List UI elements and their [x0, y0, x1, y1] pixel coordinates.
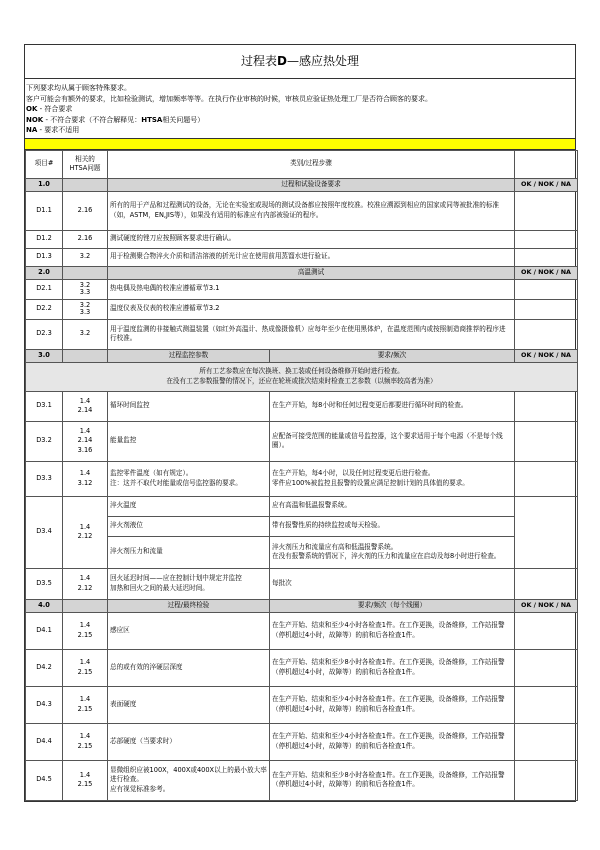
section-blank	[63, 599, 108, 612]
row-id: D1.1	[26, 191, 63, 230]
table-row	[26, 319, 578, 349]
table-row	[26, 760, 578, 800]
section-1-row	[26, 178, 578, 191]
row-ref: 1.4 2.12	[63, 496, 108, 568]
row-id: D2.1	[26, 279, 63, 299]
ok-nok-na-label: OK / NOK / NA	[515, 599, 578, 612]
row-ref: 2.16	[63, 230, 108, 248]
status-cell[interactable]	[515, 649, 578, 686]
row-text: 热电偶及热电偶的校准应遵循章节3.1	[108, 279, 515, 299]
row-ref: 3.2 3.3	[63, 299, 108, 319]
section-num: 1.0	[26, 178, 63, 191]
row-item: 回火延迟时间——应在控制计划中规定并监控 加热和回火之间的最大延迟时间。	[108, 568, 270, 599]
row-item: 显微组织应被100X，400X或400X以上的最小放大率进行检查。 应有视觉标准参考。	[108, 760, 270, 800]
ok-nok-na-label: OK / NOK / NA	[515, 178, 578, 191]
note-line-1: 所有工艺参数应在每次换班、换工装或任何设备维修开始时进行检查。	[199, 367, 404, 375]
process-table-sheet	[24, 44, 576, 802]
page-title	[25, 45, 575, 79]
row-ref: 1.4 2.14 3.16	[63, 421, 108, 461]
table-row	[26, 568, 578, 599]
row-requirement: 应配备可接受范围的能量或信号监控器，这个要求适用于每个电源（不是每个线圈）。	[270, 421, 515, 461]
row-requirement: 淬火剂压力和流量应有高和低温报警系统。 在没有报警系统的情况下，淬火剂的压力和流量应在启动及每8小时进行检查。	[270, 536, 515, 568]
legend-ok-text: - 符合要求	[37, 105, 73, 113]
row-ref: 3.2 3.3	[63, 279, 108, 299]
row-ref: 1.4 2.15	[63, 760, 108, 800]
status-cell[interactable]	[515, 421, 578, 461]
row-text: 温度仪表及仪表的校准应遵循章节3.2	[108, 299, 515, 319]
ok-nok-na-label: OK / NOK / NA	[515, 349, 578, 362]
table-row	[26, 248, 578, 266]
row-ref: 1.4 2.15	[63, 723, 108, 760]
status-cell[interactable]	[515, 299, 578, 319]
intro-line-2: 客户可能会有额外的要求，比如检验测试，增加频率等等。在执行作业审核的时候，审核员应验证热处理工厂是否符合顾客的要求。	[26, 94, 432, 103]
table-row	[26, 299, 578, 319]
row-text: 用于检测聚合物淬火介质和清洁溶液的折光计应在使用前用蒸馏水进行验证。	[108, 248, 515, 266]
row-item: 能量监控	[108, 421, 270, 461]
row-item: 淬火剂液位	[108, 516, 270, 536]
row-id: D2.3	[26, 319, 63, 349]
row-requirement: 在生产开始、结束和至少8小时各检查1件。在工作更换，设备维修，工作站报警（停机超过4小时，故障等）的前和后各检查1件。	[270, 649, 515, 686]
row-requirement: 在生产开始、结束和至少4小时各检查1件。在工作更换，设备维修，工作站报警（停机超过4小时，故障等）的前和后各检查1件。	[270, 723, 515, 760]
row-id: D2.2	[26, 299, 63, 319]
status-cell[interactable]	[515, 230, 578, 248]
legend-nok	[26, 115, 574, 126]
row-ref: 1.4 3.12	[63, 461, 108, 496]
table-row	[26, 723, 578, 760]
section-blank	[63, 349, 108, 362]
legend-nok-text-2: 相关问题号）	[162, 115, 205, 124]
status-cell[interactable]	[515, 496, 578, 568]
row-ref: 3.2	[63, 319, 108, 349]
row-id: D3.2	[26, 421, 63, 461]
title-suffix: —感应热处理	[286, 54, 359, 68]
row-ref: 1.4 2.14	[63, 391, 108, 421]
section-label-2: 要求/频次（每个线圈）	[270, 599, 515, 612]
status-cell[interactable]	[515, 612, 578, 649]
table-row	[26, 191, 578, 230]
requirements-table	[25, 150, 578, 801]
ok-nok-na-label: OK / NOK / NA	[515, 266, 578, 279]
row-id: D1.3	[26, 248, 63, 266]
row-text: 测试硬度的锉刀应按照顾客要求进行确认。	[108, 230, 515, 248]
header-blank	[515, 150, 578, 178]
row-item: 感应区	[108, 612, 270, 649]
section-label: 过程/最终检验	[108, 599, 270, 612]
row-id: D3.4	[26, 496, 63, 568]
row-text: 所有的用于产品和过程测试的设备，无论在实验室或现场的测试设备都应按照年度校准。校准应溯源到相应的国家或同等被批准的标准（如，ASTM，EN,JIS等），如果没有适用的标准应有内部被验证的程序。	[108, 191, 515, 230]
row-requirement: 在生产开始、结束和至少4小时各检查1件。在工作更换，设备维修，工作站报警（停机超过4小时，故障等）的前和后各检查1件。	[270, 686, 515, 723]
section-num: 4.0	[26, 599, 63, 612]
section-label: 过程和试验设备要求	[108, 178, 515, 191]
table-row	[26, 230, 578, 248]
header-related-b: HTSA问题	[69, 164, 101, 172]
status-cell[interactable]	[515, 760, 578, 800]
table-row	[26, 649, 578, 686]
row-requirement: 在生产开始，每4小时，以及任何过程变更后进行检查。 零件应100%被监控且报警的设置应满足控制计划的具体值的要求。	[270, 461, 515, 496]
row-id: D4.1	[26, 612, 63, 649]
row-item: 监控零件温度（如有规定）。 注：这并不取代对能量或信号监控器的要求。	[108, 461, 270, 496]
status-cell[interactable]	[515, 279, 578, 299]
table-row	[26, 461, 578, 496]
section-label: 过程监控参数	[108, 349, 270, 362]
row-requirement: 在生产开始、结束和至少4小时各检查1件。在工作更换，设备维修，工作站报警（停机超过4小时，故障等）的前和后各检查1件。	[270, 612, 515, 649]
legend-na-key: NA	[26, 126, 38, 134]
table-row	[26, 612, 578, 649]
table-row	[26, 516, 578, 536]
section-label: 高温测试	[108, 266, 515, 279]
status-cell[interactable]	[515, 568, 578, 599]
header-category: 类别/过程步骤	[108, 150, 515, 178]
legend-nok-key: NOK	[26, 115, 44, 124]
intro-line-1: 下列要求均从属于顾客特殊要求。	[26, 84, 131, 92]
row-item: 循环时间监控	[108, 391, 270, 421]
row-text: 用于温度监测的非接触式测温装置（如红外高温计、热成像摄像机）应每年至少在使用黑体炉，在温度范围内或按照制造商推荐的程序进行校准。	[108, 319, 515, 349]
legend-ok	[26, 104, 574, 115]
row-id: D3.5	[26, 568, 63, 599]
intro-block	[25, 79, 575, 139]
row-id: D4.3	[26, 686, 63, 723]
section-blank	[63, 266, 108, 279]
row-id: D3.3	[26, 461, 63, 496]
status-cell[interactable]	[515, 319, 578, 349]
section-4-row	[26, 599, 578, 612]
table-row	[26, 686, 578, 723]
status-cell[interactable]	[515, 248, 578, 266]
status-cell[interactable]	[515, 191, 578, 230]
row-id: D3.1	[26, 391, 63, 421]
status-cell[interactable]	[515, 461, 578, 496]
legend-na-text: - 要求不适用	[37, 126, 80, 134]
section-num: 3.0	[26, 349, 63, 362]
section-3-row	[26, 349, 578, 362]
legend-na	[26, 125, 574, 136]
row-requirement: 应有高温和低温报警系统。	[270, 496, 515, 516]
table-row	[26, 279, 578, 299]
row-ref: 1.4 2.15	[63, 649, 108, 686]
table-row	[26, 391, 578, 421]
section-blank	[63, 178, 108, 191]
row-item: 表面硬度	[108, 686, 270, 723]
row-id: D4.2	[26, 649, 63, 686]
section-2-row	[26, 266, 578, 279]
note-cell	[26, 362, 578, 391]
title-letter: D	[277, 54, 287, 68]
row-ref: 3.2	[63, 248, 108, 266]
row-id: D1.2	[26, 230, 63, 248]
row-requirement: 在生产开始，每8小时和任何过程变更后都要进行循环时间的检查。	[270, 391, 515, 421]
header-related	[63, 150, 108, 178]
header-item: 项目#	[26, 150, 63, 178]
row-requirement: 带有报警性质的持续监控或每天检验。	[270, 516, 515, 536]
legend-ok-key: OK	[26, 105, 38, 113]
row-id: D4.4	[26, 723, 63, 760]
status-cell[interactable]	[515, 391, 578, 421]
table-row	[26, 421, 578, 461]
row-item: 芯部硬度（当要求时）	[108, 723, 270, 760]
title-prefix: 过程表	[241, 54, 278, 68]
row-requirement: 在生产开始、结束和至少8小时各检查1件。在工作更换，设备维修，工作站报警（停机超过4小时，故障等）的前和后各检查1件。	[270, 760, 515, 800]
row-id: D4.5	[26, 760, 63, 800]
row-ref: 1.4 2.15	[63, 686, 108, 723]
status-cell[interactable]	[515, 723, 578, 760]
row-ref: 1.4 2.15	[63, 612, 108, 649]
row-item: 淬火剂压力和流量	[108, 536, 270, 568]
status-cell[interactable]	[515, 686, 578, 723]
row-ref: 1.4 2.12	[63, 568, 108, 599]
legend-nok-text: - 不符合要求（不符合解释见：	[43, 115, 142, 124]
row-item: 淬火温度	[108, 496, 270, 516]
legend-nok-htsa: HTSA	[141, 115, 163, 124]
table-row	[26, 536, 578, 568]
table-row	[26, 496, 578, 516]
section-3-note	[26, 362, 578, 391]
row-ref: 2.16	[63, 191, 108, 230]
section-num: 2.0	[26, 266, 63, 279]
row-requirement: 每批次	[270, 568, 515, 599]
note-line-2: 在没有工艺参数报警的情况下，还应在轮班或批次结束时检查工艺参数（以频率较高者为准）	[166, 376, 437, 385]
row-item: 总的或有效的淬硬层深度	[108, 649, 270, 686]
section-label-2: 要求/频次	[270, 349, 515, 362]
table-header	[26, 150, 578, 178]
yellow-band	[25, 139, 575, 150]
header-related-a: 相关的	[75, 154, 95, 163]
